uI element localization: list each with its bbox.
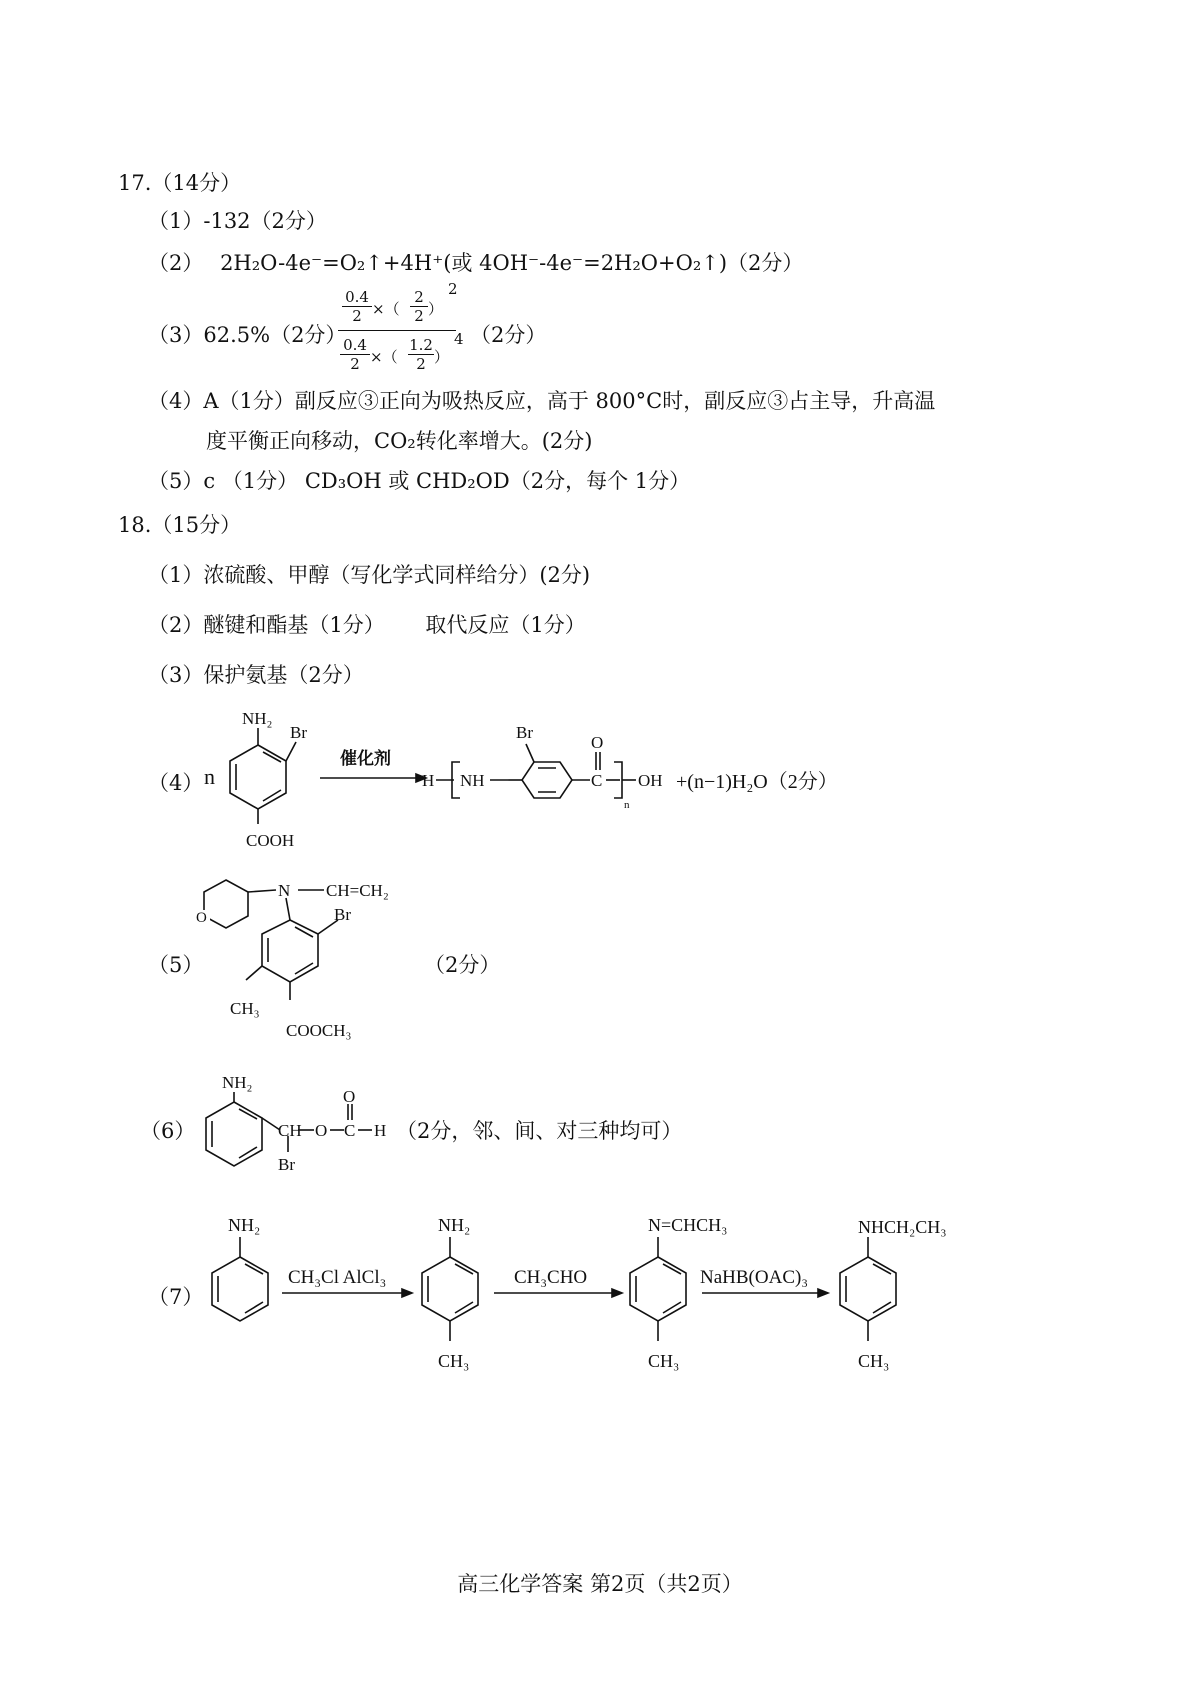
p4-c: C <box>591 771 603 790</box>
p5-br: Br <box>334 905 351 924</box>
p7-r1: CH₃Cl AlCl₃ <box>288 1267 387 1288</box>
p7-m2-bot: CH₃ <box>438 1351 470 1371</box>
q17-part3-label: （3）62.5%（2分） <box>148 323 347 347</box>
q18-part2-a: （2）醚键和酯基（1分） <box>148 613 385 637</box>
q17-part1: （1）-132（2分） <box>148 209 327 233</box>
q18-part5-structure <box>190 868 450 1058</box>
q18-part4-label: （4） <box>148 771 204 795</box>
q18-part6-label: （6） <box>140 1119 196 1143</box>
p5-o: O <box>196 910 207 926</box>
p6-o2: O <box>343 1087 356 1106</box>
p4-cooh: COOH <box>246 831 295 850</box>
p4-h: H <box>422 771 435 790</box>
p4-o: O <box>591 733 604 752</box>
q18-part2-b: 取代反应（1分） <box>425 613 586 637</box>
q17-part2-label: （2） <box>148 251 204 275</box>
p4-n: n <box>204 764 215 789</box>
q18-header: 18.（15分） <box>118 513 242 537</box>
p7-r2: CH₃CHO <box>514 1267 588 1288</box>
q17-part2 <box>148 250 803 276</box>
frac-times-b: ×（ <box>370 348 398 366</box>
frac-exp-bot: 4 <box>454 330 464 348</box>
frac-den-d: 2 <box>408 354 434 373</box>
q17-part2-text: 2H₂O-4e⁻=O₂↑+4H⁺(或 4OH⁻-4e⁻=2H₂O+O₂↑)（2分） <box>220 251 804 275</box>
p4-catalyst: 催化剂 <box>340 749 391 768</box>
p4-tail: +(n−1)H₂O（2分） <box>676 771 838 793</box>
q17-part4-line1: （4）A（1分）副反应③正向为吸热反应，高于 800°C时，副反应③占主导，升高温 <box>148 389 936 413</box>
frac-close-a: ） <box>428 300 444 318</box>
q18-part3: （3）保护氨基（2分） <box>148 663 364 687</box>
p4-nh2: NH₂ <box>242 709 273 728</box>
p5-bonds <box>204 880 338 1000</box>
p6-br: Br <box>278 1155 295 1174</box>
p7-r3: NaHB(OAC)₃ <box>700 1267 808 1288</box>
p6-ch: CH <box>278 1121 302 1140</box>
q18-part1: （1）浓硫酸、甲醇（写化学式同样给分）(2分) <box>148 563 591 587</box>
p6-nh2: NH₂ <box>222 1073 253 1092</box>
p4-arrow <box>320 774 426 782</box>
p6-o1: O <box>315 1121 328 1140</box>
frac-num-c: 0.4 <box>343 336 367 354</box>
frac-main-bar <box>338 330 456 331</box>
frac-num-d: 1.2 <box>409 336 433 354</box>
q18-part5-score: （2分） <box>424 953 501 977</box>
q17-part3-score: （2分） <box>470 323 547 347</box>
p5-ch3: CH₃ <box>230 999 260 1018</box>
p7-ring-1 <box>212 1237 268 1321</box>
p4-br: Br <box>290 723 307 742</box>
q18-part2 <box>148 612 586 638</box>
p7-ring-2 <box>422 1237 478 1341</box>
frac-times-a: ×（ <box>372 300 400 318</box>
q17-part4-line2: 度平衡正向移动，CO₂转化率增大。(2分) <box>206 429 593 453</box>
frac-close-b: ） <box>434 348 450 366</box>
p7-arrow-1 <box>282 1289 412 1297</box>
p7-arrow-2 <box>494 1289 622 1297</box>
q18-part6-structure <box>196 1068 406 1188</box>
frac-den-b: 2 <box>410 306 428 325</box>
p7-m3-bot: CH₃ <box>648 1351 680 1371</box>
p7-m3-top: N=CHCH₃ <box>648 1215 728 1235</box>
p5-vinyl: CH=CH₂ <box>326 881 389 900</box>
p7-m2-top: NH₂ <box>438 1215 471 1235</box>
p6-c: C <box>344 1121 356 1140</box>
p4-oh: OH <box>638 771 663 790</box>
p7-arrow-3 <box>702 1289 828 1297</box>
p4-br2: Br <box>516 723 533 742</box>
p7-ring-4 <box>840 1237 896 1341</box>
frac-num-a: 0.4 <box>345 288 369 306</box>
p7-m4-top: NHCH₂CH₃ <box>858 1217 947 1237</box>
q18-part6-score: （2分，邻、间、对三种均可） <box>396 1119 683 1143</box>
q18-part7-label: （7） <box>148 1285 204 1309</box>
p4-sub-n: n <box>624 799 630 811</box>
p5-n: N <box>278 881 291 900</box>
frac-num-b: 2 <box>414 288 424 306</box>
p4-benzene-ring-1 <box>230 728 296 824</box>
q18-part7-scheme <box>196 1205 1186 1385</box>
p7-ring-3 <box>630 1237 686 1341</box>
frac-den-a: 2 <box>342 306 372 325</box>
p7-m1: NH₂ <box>228 1215 261 1235</box>
p6-h: H <box>374 1121 387 1140</box>
p7-m4-bot: CH₃ <box>858 1351 890 1371</box>
q17-part5: （5）c （1分） CD₃OH 或 CHD₂OD（2分，每个 1分） <box>148 469 691 493</box>
q17-part3-fraction <box>338 280 468 378</box>
q17-header: 17.（14分） <box>118 171 242 195</box>
p5-ester: COOCH₃ <box>286 1021 352 1040</box>
frac-exp-top: 2 <box>448 280 458 298</box>
frac-den-c: 2 <box>340 354 370 373</box>
q18-part4-reaction <box>190 700 1190 860</box>
page-footer: 高三化学答案 第2页（共2页） <box>457 1572 743 1596</box>
p4-nh: NH <box>460 771 485 790</box>
q18-part5-label: （5） <box>148 953 204 977</box>
